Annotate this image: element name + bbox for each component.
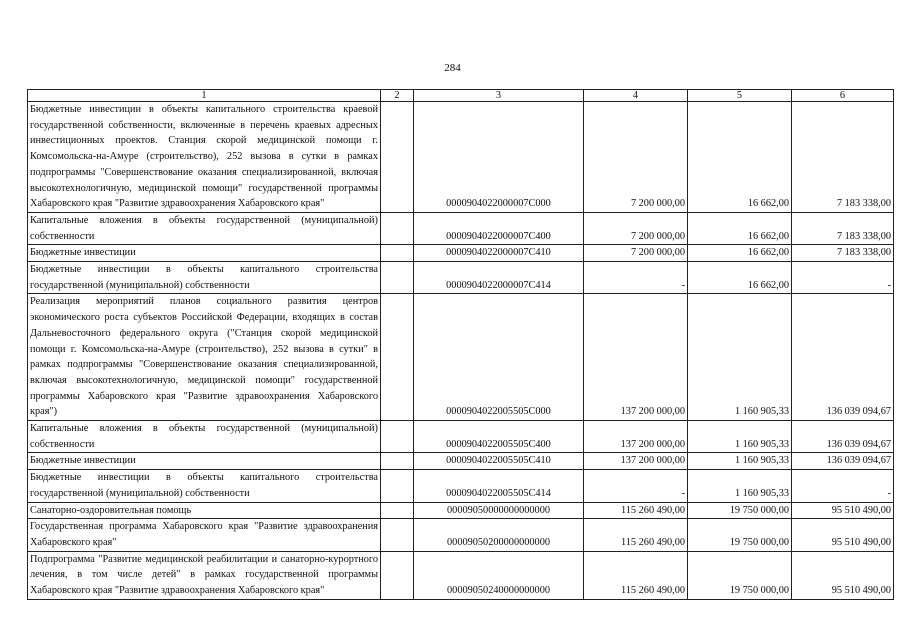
row-name: Бюджетные инвестиции bbox=[28, 245, 381, 262]
row-col4: 137 200 000,00 bbox=[584, 453, 688, 470]
table-row bbox=[28, 519, 894, 551]
row-col2 bbox=[381, 245, 414, 262]
table-header-row bbox=[28, 90, 894, 102]
row-col2 bbox=[381, 502, 414, 519]
row-col4: 115 260 490,00 bbox=[584, 551, 688, 599]
row-code: 0000904022000007С400 bbox=[414, 212, 584, 244]
table-row bbox=[28, 453, 894, 470]
row-col4: 7 200 000,00 bbox=[584, 212, 688, 244]
row-col6: 7 183 338,00 bbox=[792, 212, 894, 244]
row-col4: 7 200 000,00 bbox=[584, 245, 688, 262]
row-col6: 95 510 490,00 bbox=[792, 551, 894, 599]
row-col5: 19 750 000,00 bbox=[688, 551, 792, 599]
row-col4: 137 200 000,00 bbox=[584, 421, 688, 453]
row-col2 bbox=[381, 453, 414, 470]
table-row bbox=[28, 212, 894, 244]
row-name: Бюджетные инвестиции в объекты капитального строительства краевой государственной собственности, включенные в перечень краевых адресных инвестиционных проектов. Станция скорой медицинской помощи г. Комсомольска-на-Амуре (строительство), 252 вызова в сутки в рамках подпрограммы "Совершенствование оказания специализированной, включая высокотехнологичную, медицинской помощи" государственной программы Хабаровского края "Развитие здравоохранения Хабаровского края" bbox=[28, 102, 381, 213]
row-col5: 16 662,00 bbox=[688, 245, 792, 262]
row-name: Подпрограмма "Развитие медицинской реабилитации и санаторно-курортного лечения, в том числе детей" в рамках государственной программы Хабаровского края "Развитие здравоохранения Хабаровского края" bbox=[28, 551, 381, 599]
row-col2 bbox=[381, 262, 414, 294]
table-row bbox=[28, 421, 894, 453]
row-name: Бюджетные инвестиции в объекты капитального строительства государственной (муниципальной) собственности bbox=[28, 470, 381, 502]
row-code: 0000904022000007С000 bbox=[414, 102, 584, 213]
row-col6: 95 510 490,00 bbox=[792, 519, 894, 551]
row-name: Государственная программа Хабаровского края "Развитие здравоохранения Хабаровского края" bbox=[28, 519, 381, 551]
row-col2 bbox=[381, 519, 414, 551]
row-col4: 137 200 000,00 bbox=[584, 294, 688, 421]
row-col4: - bbox=[584, 262, 688, 294]
row-name: Капитальные вложения в объекты государственной (муниципальной) собственности bbox=[28, 421, 381, 453]
budget-table bbox=[27, 89, 894, 600]
table-row bbox=[28, 262, 894, 294]
row-col4: 115 260 490,00 bbox=[584, 502, 688, 519]
page-number: 284 bbox=[444, 62, 461, 74]
table-row bbox=[28, 551, 894, 599]
row-col4: 115 260 490,00 bbox=[584, 519, 688, 551]
column-header: 5 bbox=[688, 90, 792, 102]
row-name: Реализация мероприятий планов социального развития центров экономического роста субъектов Российской Федерации, входящих в состав Дальневосточного федерального округа ("Станция скорой медицинской помощи г. Комсомольска-на-Амуре (строительство), 252 вызова в сутки" в рамках подпрограммы "Совершенствование оказания специализированной, включая высокотехнологичную, медицинской помощи" государственной программы Хабаровского края "Развитие здравоохранения Хабаровского края") bbox=[28, 294, 381, 421]
row-col5: 1 160 905,33 bbox=[688, 470, 792, 502]
column-header: 6 bbox=[792, 90, 894, 102]
row-col4: - bbox=[584, 470, 688, 502]
row-col2 bbox=[381, 102, 414, 213]
column-header: 1 bbox=[28, 90, 381, 102]
row-code: 00009050000000000000 bbox=[414, 502, 584, 519]
row-code: 0000904022000007С414 bbox=[414, 262, 584, 294]
row-col5: 1 160 905,33 bbox=[688, 421, 792, 453]
row-col6: - bbox=[792, 470, 894, 502]
row-col5: 1 160 905,33 bbox=[688, 294, 792, 421]
row-col5: 16 662,00 bbox=[688, 212, 792, 244]
table-row bbox=[28, 470, 894, 502]
row-col6: - bbox=[792, 262, 894, 294]
row-code: 0000904022005505С414 bbox=[414, 470, 584, 502]
row-col2 bbox=[381, 212, 414, 244]
row-col5: 16 662,00 bbox=[688, 262, 792, 294]
row-col6: 136 039 094,67 bbox=[792, 294, 894, 421]
row-col6: 136 039 094,67 bbox=[792, 421, 894, 453]
row-code: 0000904022000007С410 bbox=[414, 245, 584, 262]
row-name: Санаторно-оздоровительная помощь bbox=[28, 502, 381, 519]
row-name: Капитальные вложения в объекты государственной (муниципальной) собственности bbox=[28, 212, 381, 244]
row-col2 bbox=[381, 470, 414, 502]
table-row bbox=[28, 294, 894, 421]
row-col2 bbox=[381, 421, 414, 453]
table-row bbox=[28, 102, 894, 213]
row-col4: 7 200 000,00 bbox=[584, 102, 688, 213]
row-col6: 136 039 094,67 bbox=[792, 453, 894, 470]
column-header: 4 bbox=[584, 90, 688, 102]
row-col5: 16 662,00 bbox=[688, 102, 792, 213]
row-code: 00009050240000000000 bbox=[414, 551, 584, 599]
row-col6: 95 510 490,00 bbox=[792, 502, 894, 519]
row-code: 00009050200000000000 bbox=[414, 519, 584, 551]
row-name: Бюджетные инвестиции в объекты капитального строительства государственной (муниципальной) собственности bbox=[28, 262, 381, 294]
row-col6: 7 183 338,00 bbox=[792, 245, 894, 262]
column-header: 2 bbox=[381, 90, 414, 102]
row-col2 bbox=[381, 551, 414, 599]
table-row bbox=[28, 245, 894, 262]
row-col6: 7 183 338,00 bbox=[792, 102, 894, 213]
row-code: 0000904022005505С000 bbox=[414, 294, 584, 421]
row-col5: 19 750 000,00 bbox=[688, 519, 792, 551]
row-col2 bbox=[381, 294, 414, 421]
row-name: Бюджетные инвестиции bbox=[28, 453, 381, 470]
column-header: 3 bbox=[414, 90, 584, 102]
row-col5: 1 160 905,33 bbox=[688, 453, 792, 470]
table-row bbox=[28, 502, 894, 519]
row-code: 0000904022005505С410 bbox=[414, 453, 584, 470]
row-code: 0000904022005505С400 bbox=[414, 421, 584, 453]
row-col5: 19 750 000,00 bbox=[688, 502, 792, 519]
